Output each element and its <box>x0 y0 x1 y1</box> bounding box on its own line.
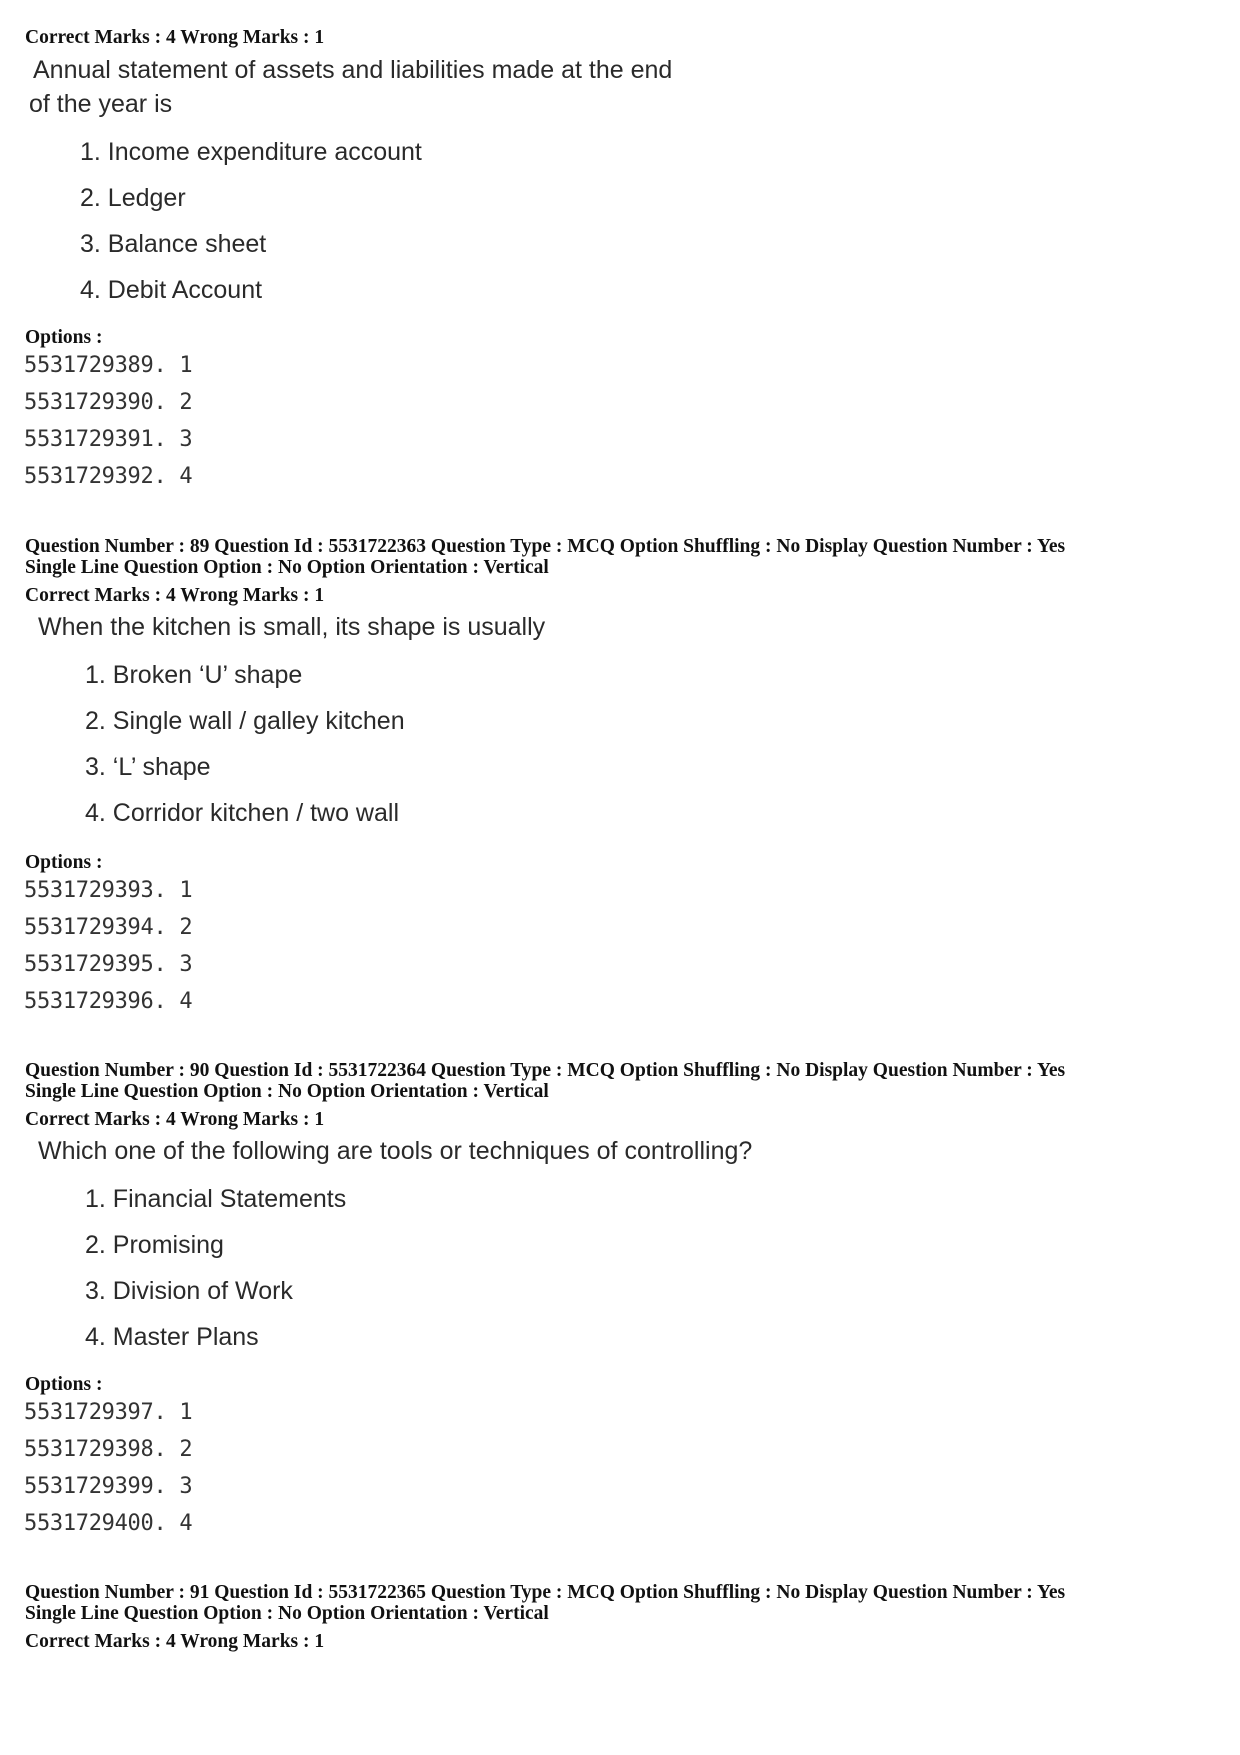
question-header-line: Question Number : 91 Question Id : 5531722365 Question Type : MCQ Option Shuffling : No Display Question Number : Yes <box>25 1582 1066 1603</box>
marks-line: Correct Marks : 4 Wrong Marks : 1 <box>25 1631 325 1652</box>
option-id: 5531729392. 4 <box>24 464 193 489</box>
question-header-line: Single Line Question Option : No Option Orientation : Vertical <box>25 557 549 578</box>
option-id: 5531729399. 3 <box>24 1474 193 1499</box>
option-id: 5531729394. 2 <box>24 915 193 940</box>
question-header-line: Single Line Question Option : No Option Orientation : Vertical <box>25 1081 549 1102</box>
options-label: Options : <box>25 852 103 873</box>
choice-item: 4. Debit Account <box>80 276 263 304</box>
option-id: 5531729397. 1 <box>24 1400 193 1425</box>
question-header-line: Question Number : 89 Question Id : 5531722363 Question Type : MCQ Option Shuffling : No Display Question Number : Yes <box>25 536 1066 557</box>
question-header-line: Single Line Question Option : No Option Orientation : Vertical <box>25 1603 549 1624</box>
options-label: Options : <box>25 1374 103 1395</box>
choice-item: 1. Income expenditure account <box>80 138 422 166</box>
choice-item: 4. Corridor kitchen / two wall <box>85 799 400 827</box>
question-text: When the kitchen is small, its shape is usually <box>38 613 546 641</box>
option-id: 5531729398. 2 <box>24 1437 193 1462</box>
choice-item: 1. Broken ‘U’ shape <box>85 661 303 689</box>
option-id: 5531729396. 4 <box>24 989 193 1014</box>
options-label: Options : <box>25 327 103 348</box>
option-id: 5531729393. 1 <box>24 878 193 903</box>
choice-item: 4. Master Plans <box>85 1323 259 1351</box>
choice-item: 3. ‘L’ shape <box>85 753 211 781</box>
question-text-line: Annual statement of assets and liabilities made at the end <box>33 56 673 84</box>
choice-item: 3. Division of Work <box>85 1277 293 1305</box>
option-id: 5531729391. 3 <box>24 427 193 452</box>
option-id: 5531729395. 3 <box>24 952 193 977</box>
choice-item: 2. Promising <box>85 1231 224 1259</box>
question-header-line: Question Number : 90 Question Id : 5531722364 Question Type : MCQ Option Shuffling : No Display Question Number : Yes <box>25 1060 1066 1081</box>
marks-line: Correct Marks : 4 Wrong Marks : 1 <box>25 585 325 606</box>
option-id: 5531729390. 2 <box>24 390 193 415</box>
question-text-line: of the year is <box>29 90 173 118</box>
choice-item: 2. Single wall / galley kitchen <box>85 707 405 735</box>
option-id: 5531729389. 1 <box>24 353 193 378</box>
option-id: 5531729400. 4 <box>24 1511 193 1536</box>
choice-item: 2. Ledger <box>80 184 186 212</box>
choice-item: 3. Balance sheet <box>80 230 267 258</box>
choice-item: 1. Financial Statements <box>85 1185 347 1213</box>
marks-line: Correct Marks : 4 Wrong Marks : 1 <box>25 1109 325 1130</box>
marks-line: Correct Marks : 4 Wrong Marks : 1 <box>25 27 325 48</box>
question-text: Which one of the following are tools or techniques of controlling? <box>38 1137 753 1165</box>
